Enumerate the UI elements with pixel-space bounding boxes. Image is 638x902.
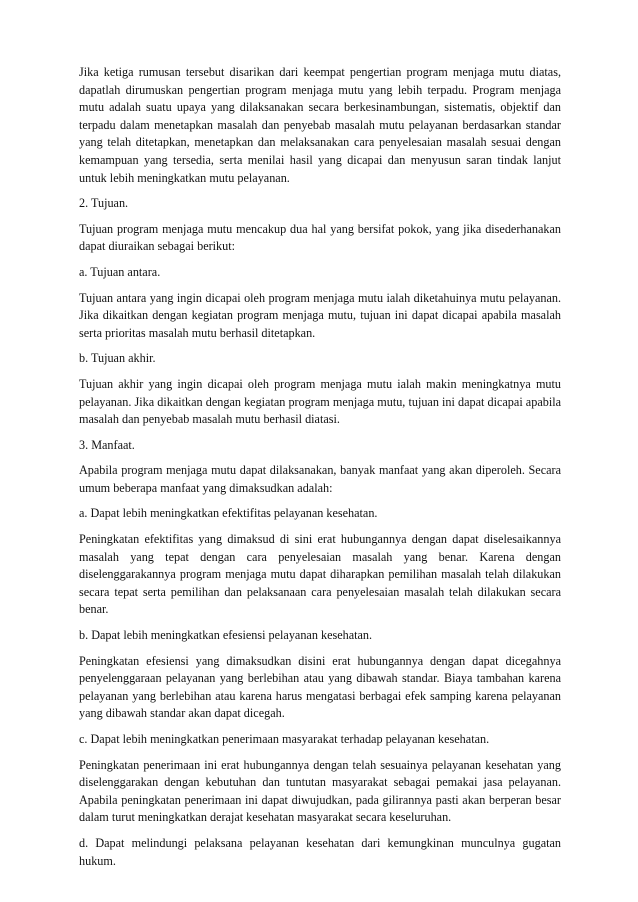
- paragraph-tujuan-antara: Tujuan antara yang ingin dicapai oleh program menjaga mutu ialah diketahuinya mutu pelayanan. Jika dikaitkan dengan kegiatan program menjaga mutu, tujuan ini dapat dicapai apabila masalah serta prioritas masalah mutu berhasil ditetapkan.: [79, 290, 561, 340]
- paragraph-tujuan: Tujuan program menjaga mutu mencakup dua hal yang bersifat pokok, yang jika disederhanakan dapat diuraikan sebagai berikut:: [79, 221, 561, 254]
- section-heading-manfaat: 3. Manfaat.: [79, 437, 135, 452]
- paragraph-efektifitas: Peningkatan efektifitas yang dimaksud di sini erat hubungannya dengan dapat diselesaikannya masalah yang tepat dengan cara penyelesaian masalah yang benar. Karena dengan diselenggarakannya program menjaga mutu dapat diharapkan pemilihan masalah telah dilakukan secara tepat serta pemilihan dan pelaksanaan cara penyelesaian masalah telah dilakukan secara benar.: [79, 532, 561, 617]
- subheading-penerimaan: c. Dapat lebih meningkatkan penerimaan masyarakat terhadap pelayanan kesehatan.: [79, 732, 490, 746]
- paragraph-penerimaan: Peningkatan penerimaan ini erat hubungannya dengan telah sesuainya pelayanan kesehatan yang diselenggarakan dengan kebutuhan dan tuntutan masyarakat sebagai pemakai jasa pelayanan. Apabila peningkatan penerimaan ini dapat diwujudkan, pada gilirannya pasti akan berperan besar dalam turut meningkatkan derajat kesehatan masyarakat secara keseluruhan.: [79, 757, 561, 825]
- paragraph-melindungi: d. Dapat melindungi pelaksana pelayanan kesehatan dari kemungkinan munculnya gugatan hukum.: [79, 835, 561, 868]
- paragraph-efesiensi: Peningkatan efesiensi yang dimaksudkan disini erat hubungannya dengan dapat dicegahnya penyelenggaraan pelayanan yang berlebihan atau yang dibawah standar. Biaya tambahan karena pelayanan yang berlebihan atau karena harus mengatasi berbagai efek samping karena pelayanan yang dibawah standar akan dapat dicegah.: [79, 653, 561, 721]
- section-heading-tujuan: 2. Tujuan.: [79, 196, 129, 211]
- paragraph-tujuan-akhir: Tujuan akhir yang ingin dicapai oleh program menjaga mutu ialah makin meningkatnya mutu pelayanan. Jika dikaitkan dengan kegiatan program menjaga mutu, tujuan ini dapat dicapai apabila masalah dan penyebab masalah mutu berhasil diatasi.: [79, 376, 561, 427]
- subheading-efektifitas: a. Dapat lebih meningkatkan efektifitas pelayanan kesehatan.: [79, 506, 378, 521]
- paragraph-intro: Jika ketiga rumusan tersebut disarikan dari keempat pengertian program menjaga mutu diatas, dapatlah dirumuskan pengertian program menjaga mutu yang lebih terpadu. Program menjaga mutu adalah suatu upaya yang dilaksanakan secara berkesinambungan, sistematis, objektif dan terpadu dalam menetapkan masalah dan penyebab masalah mutu pelayanan berdasarkan standar yang telah ditetapkan, menetapkan dan melaksanakan cara penyelesaian masalah sesuai dengan kemampuan yang tersedia, serta menilai hasil yang dicapai dan menyusun saran tindak lanjut untuk lebih meningkatkan mutu pelayanan.: [79, 65, 561, 185]
- subheading-efesiensi: b. Dapat lebih meningkatkan efesiensi pelayanan kesehatan.: [79, 628, 373, 643]
- subheading-tujuan-antara: a. Tujuan antara.: [79, 264, 161, 279]
- subheading-tujuan-akhir: b. Tujuan akhir.: [79, 351, 156, 366]
- document-page: [79, 64, 561, 878]
- paragraph-manfaat: Apabila program menjaga mutu dapat dilaksanakan, banyak manfaat yang akan diperoleh. Secara umum beberapa manfaat yang dimaksudkan adalah:: [79, 463, 561, 495]
